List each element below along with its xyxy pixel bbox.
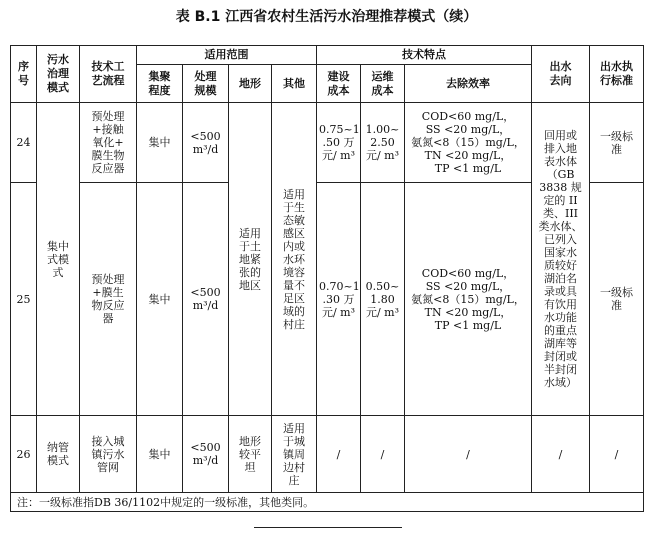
cell-standard: 一级标 准 [590, 103, 644, 183]
cell-standard: / [590, 416, 644, 493]
header-other: 其他 [272, 65, 317, 103]
cell-efficiency: COD<60 mg/L， SS <20 mg/L， 氨氮<8（15）mg/L， TN <20 mg/L， TP <1 mg/L [405, 103, 532, 183]
header-scope: 适用范围 [137, 46, 317, 65]
header-outlet: 出水 去向 [532, 46, 590, 103]
cell-outlet: / [532, 416, 590, 493]
cell-scale: <500 m³/d [183, 183, 229, 416]
treatment-mode-table [10, 45, 644, 512]
header-mode: 污水 治理 模式 [37, 46, 80, 103]
cell-build-cost: / [317, 416, 361, 493]
cell-process: 接入城 镇污水 管网 [80, 416, 137, 493]
cell-other: 适用 于城 镇周 边村 庄 [272, 416, 317, 493]
header-process: 技术工 艺流程 [80, 46, 137, 103]
table-row [11, 103, 644, 183]
cell-process: 预处理 +膜生 物反应 器 [80, 183, 137, 416]
table-row [11, 416, 644, 493]
header-standard: 出水执 行标准 [590, 46, 644, 103]
header-terrain: 地形 [229, 65, 272, 103]
cell-process: 预处理 +接触 氧化+ 膜生物 反应器 [80, 103, 137, 183]
table-note: 注：一级标准指DB 36/1102中规定的一级标准，其他类同。 [11, 493, 644, 512]
cell-other: 适用 于生 态敏 感区 内或 水环 境容 量不 足区 域的 村庄 [272, 103, 317, 416]
cell-outlet: 回用或 排入地 表水体 （GB 3838 规 定的 II 类、III 类水体、 已列入 国家水 质较好 湖泊名 录或具 有饮用 水功能 的重点 湖库等 封闭或 半封闭 水域） [532, 103, 590, 416]
cell-mode: 集中 式模 式 [37, 103, 80, 416]
cell-scale: <500 m³/d [183, 103, 229, 183]
cell-concentration: 集中 [137, 183, 183, 416]
cell-scale: <500 m³/d [183, 416, 229, 493]
header-concentration: 集聚 程度 [137, 65, 183, 103]
cell-terrain: 地形 较平 坦 [229, 416, 272, 493]
cell-seq: 25 [11, 183, 37, 416]
header-scale: 处理 规模 [183, 65, 229, 103]
cell-efficiency: / [405, 416, 532, 493]
cell-build-cost: 0.70~1 .30 万 元/ m³ [317, 183, 361, 416]
cell-concentration: 集中 [137, 103, 183, 183]
cell-build-cost: 0.75~1 .50 万 元/ m³ [317, 103, 361, 183]
cell-op-cost: / [361, 416, 405, 493]
header-op-cost: 运维 成本 [361, 65, 405, 103]
header-build-cost: 建设 成本 [317, 65, 361, 103]
header-efficiency: 去除效率 [405, 65, 532, 103]
header-seq: 序 号 [11, 46, 37, 103]
cell-mode: 纳管 模式 [37, 416, 80, 493]
cell-op-cost: 0.50~ 1.80 元/ m³ [361, 183, 405, 416]
table-title: 表 B.1 江西省农村生活污水治理推荐模式（续） [175, 9, 478, 25]
cell-efficiency: COD<60 mg/L， SS <20 mg/L， 氨氮<8（15）mg/L， TN <20 mg/L， TP <1 mg/L [405, 183, 532, 416]
cell-concentration: 集中 [137, 416, 183, 493]
cell-op-cost: 1.00~ 2.50 元/ m³ [361, 103, 405, 183]
cell-terrain: 适用 于土 地紧 张的 地区 [229, 103, 272, 416]
cell-seq: 26 [11, 416, 37, 493]
cell-standard: 一级标 准 [590, 183, 644, 416]
header-tech: 技术特点 [317, 46, 532, 65]
cell-seq: 24 [11, 103, 37, 183]
footer-rule [254, 527, 402, 528]
